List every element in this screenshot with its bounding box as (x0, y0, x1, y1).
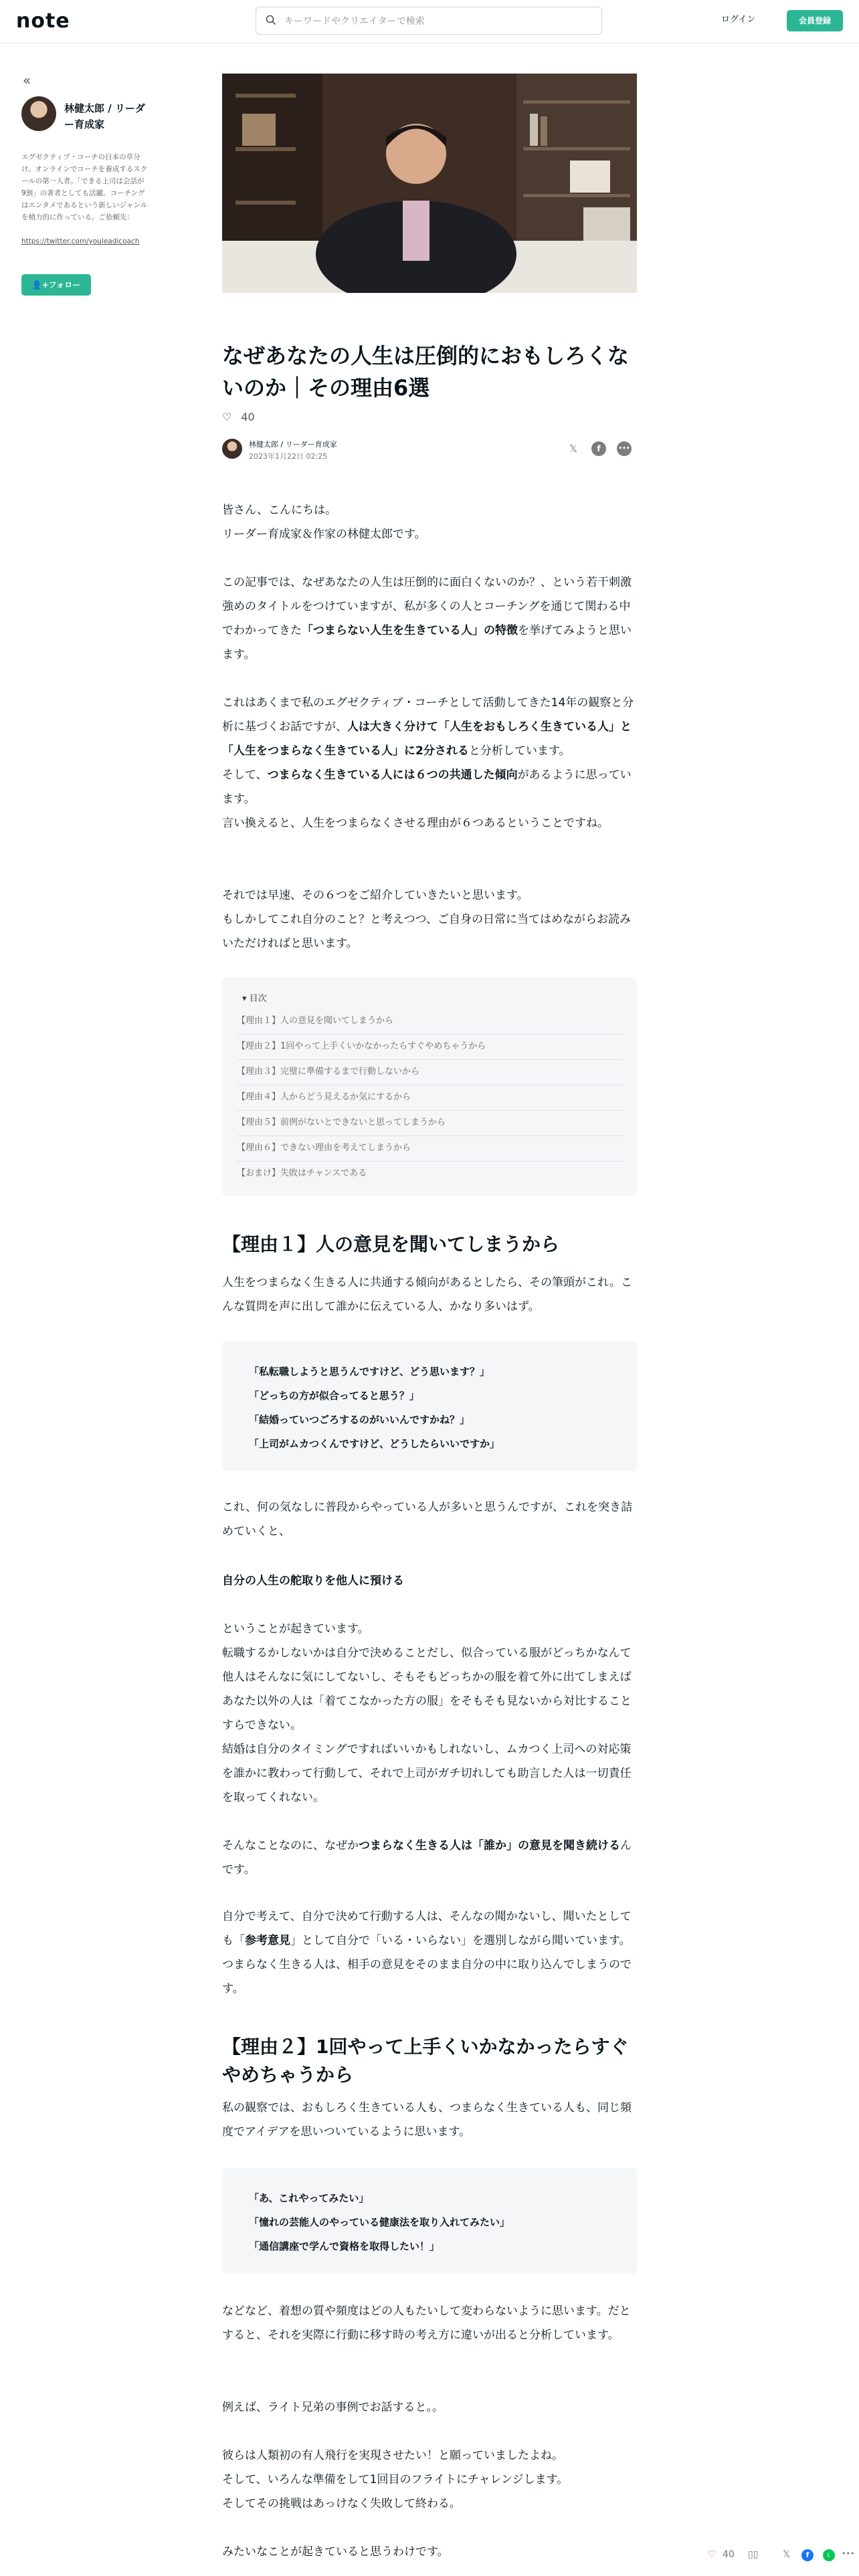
quote-line: 「憧れの芸能人のやっている健康法を取り入れてみたい」 (249, 2216, 510, 2228)
toc-item[interactable]: 【理由６】できない理由を考えてしまうから (237, 1136, 624, 1162)
quote-line: 「私転職しようと思うんですけど、どう思います？」 (249, 1366, 490, 1378)
signup-button[interactable]: 会員登録 (787, 10, 843, 31)
text-line: 結婚は自分のタイミングですればいいかもしれないし、ムカつく上司への対応策を誰かに教わって行動して、それで上司がガチ切れしても助言した人は一切責任を取ってくれない。 (222, 1743, 632, 1804)
intro-paragraph (222, 691, 637, 835)
section-paragraph: これ、何の気なしに普段からやっている人が多いと思うんですが、これを突き詰めていくと、 (222, 1501, 633, 1538)
note-logo[interactable]: note (16, 9, 70, 33)
text-run: を挙げてみようと思います。 (222, 624, 632, 661)
follow-label: フォロー (48, 280, 81, 290)
more-options-icon[interactable]: ••• (842, 2549, 855, 2558)
section-paragraph: 例えば、ライト兄弟の事例でお話すると。。 (222, 2401, 444, 2414)
quote-line: 「上司がムカつくんですけど、どうしたらいいですか」 (249, 1438, 500, 1450)
section-paragraph: みたいなことが起きていると思うわけです。 (222, 2545, 449, 2559)
login-link[interactable]: ログイン (721, 15, 756, 25)
article-like-count[interactable] (222, 411, 255, 423)
quote-line: 「どっちの方が似合ってると思う？」 (249, 1390, 419, 1402)
text-line: それでは早速、その６つをご紹介していきたいと思います。 (222, 889, 529, 902)
text-line: そして、いろんな準備をして1回目のフライトにチャレンジします。 (222, 2473, 569, 2486)
text-line: そしてその挑戦はあっけなく失敗して終わる。 (222, 2497, 461, 2510)
hero-image (222, 74, 637, 293)
search-input[interactable] (283, 13, 593, 30)
heart-icon[interactable]: ♡ (222, 411, 232, 423)
facebook-share-icon[interactable]: f (591, 441, 606, 456)
intro-paragraph (222, 570, 637, 667)
like-count: 40 (241, 411, 255, 423)
search-box[interactable] (256, 7, 602, 35)
text-line: もしかしてこれ自分のこと？と考えつつ、ご自身の日常に当てはめながらお読みいただければと思います。 (222, 913, 631, 950)
meta-author-avatar[interactable] (222, 439, 242, 459)
text-run: これはあくまで私のエグゼクティブ・コーチとして活動してきた14年の観察と分析に基づくお話ですが、 (222, 696, 634, 734)
section-paragraph (222, 1834, 637, 1882)
text-run: 言い換えると、人生をつまらなくさせる理由が６つあるということですね。 (222, 817, 609, 830)
follow-button[interactable] (21, 274, 91, 296)
x-share-icon[interactable]: 𝕏 (783, 2549, 791, 2560)
text-line: 彼らは人類初の有人飛行を実現させたい！と願っていましたよね。 (222, 2449, 563, 2462)
author-avatar[interactable] (21, 96, 56, 131)
facebook-share-icon[interactable]: f (801, 2549, 814, 2561)
toc-item[interactable]: 【理由３】完璧に準備するまで行動しないから (237, 1059, 624, 1085)
quote-line: 「通信講座で学んで資格を取得したい！」 (249, 2240, 440, 2252)
toc-item[interactable]: 【理由５】前例がないとできないと思ってしまうから (237, 1110, 624, 1136)
table-of-contents (222, 978, 637, 1196)
chevron-down-icon: ▾ (242, 994, 250, 1004)
text-line: ということが起きています。 (222, 1622, 369, 1636)
section-paragraph: 私の観察では、おもしろく生きている人も、つまらなく生きている人も、同じ頻度でアイデアを思いついているように思います。 (222, 2101, 632, 2139)
bold-text: つまらなく生きている人には６つの共通した傾向 (267, 768, 518, 782)
collapse-sidebar-icon[interactable]: « (23, 72, 31, 88)
text-run: 」として自分で「いる・いらない」を選別しながら聞いています。つまらなく生きる人は、相手の意見をそのまま自分の中に取り込んでしまうのです。 (222, 1934, 632, 1996)
toc-header[interactable] (242, 991, 267, 1004)
add-user-icon: 👤+ (31, 280, 49, 290)
toc-title: 目次 (249, 994, 267, 1004)
text-line: 皆さん、こんにちは。 (222, 504, 337, 517)
intro-paragraph (222, 498, 637, 546)
text-run: があるように思っています。 (222, 768, 632, 806)
quote-line: 「結婚っていつごろするのがいいんですかね？」 (249, 1414, 470, 1426)
line-share-icon[interactable]: L (823, 2549, 835, 2561)
text-run: んです。 (222, 1839, 632, 1876)
toc-item[interactable]: 【おまけ】失敗はチャンスである (237, 1168, 367, 1178)
search-icon (266, 15, 276, 25)
bottom-like-count: 40 (723, 2549, 735, 2560)
section-paragraph: などなど、着想の質や頻度はどの人もたいして変わらないように思います。だとすると、それを実際に行動に移す時の考え方に違いが出ると分析しています。 (222, 2304, 631, 2342)
magazine-icon[interactable]: ▯▯ (748, 2549, 759, 2560)
publish-date: 2023年1月22日 02:25 (249, 452, 328, 461)
author-name[interactable]: 林健太郎 / リーダー育成家 (64, 102, 145, 130)
bold-paragraph: 自分の人生の舵取りを他人に預ける (222, 1574, 404, 1588)
quote-block (222, 1341, 637, 1471)
bold-text: 参考意見 (245, 1934, 290, 1947)
article-title: なぜあなたの人生は圧倒的におもしろくないのか｜その理由6選 (222, 343, 630, 401)
text-run: 自分で考えて、自分で決めて行動する人は、そんなの聞かないし、聞いたとしても「 (222, 1910, 632, 1947)
text-line: リーダー育成家＆作家の林健太郎です。 (222, 528, 426, 541)
section-heading: 【理由１】人の意見を聞いてしまうから (222, 1233, 560, 1255)
quote-block (222, 2168, 637, 2274)
text-run: そして、 (222, 768, 268, 782)
heart-icon[interactable]: ♡ (708, 2549, 717, 2560)
more-share-icon[interactable]: ••• (617, 441, 632, 456)
text-run: この記事では、なぜあなたの人生は圧倒的に面白くないのか？、という若干刺激強めのタイトルをつけていますが、私が多くの人とコーチングを通じて関わる中でわかってきた (222, 576, 632, 637)
intro-paragraph (222, 883, 637, 956)
meta-author-name[interactable]: 林健太郎 / リーダー育成家 (249, 440, 337, 449)
author-bio: エグゼクティブ・コーチの日本の草分け。オンラインでコーチを養成するスクールの第一人者。「できる上司は会話が9割」の著者としても活躍。コーチングはエンタメであるという新しいジャンルを積力的に作っている。ご依頼先： (21, 153, 148, 221)
bold-text: つまらなく生きる人は「誰か」の意見を聞き続ける (359, 1839, 620, 1852)
text-run: と分析しています。 (468, 744, 571, 758)
section-heading: 【理由２】1回やって上手くいかなかったらすぐやめちゃうから (222, 2036, 629, 2086)
bold-text: 人は大きく分けて「人生をおもしろく生きている人」と「人生をつまらなく生きている人」に2分される (222, 720, 632, 758)
site-header (0, 0, 859, 43)
toc-item[interactable]: 【理由１】人の意見を聞いてしまうから (237, 1008, 624, 1035)
floating-action-bar (704, 2547, 859, 2567)
toc-item[interactable]: 【理由２】1回やって上手くいかなかったらすぐやめちゃうから (237, 1034, 624, 1060)
section-paragraph (222, 1905, 637, 2001)
text-run: そんなことなのに、なぜか (222, 1839, 359, 1852)
section-paragraph (222, 2444, 637, 2516)
section-paragraph (222, 1617, 637, 1810)
text-line: 転職するかしないかは自分で決めることだし、似合っている服がどっちかなんて他人はそんなに気にしてないし、そもそもどっちかの服を着て外に出てしまえばあなた以外の人は「着てこなかった方の服」をそもそも見ないから対比することすらできない。 (222, 1646, 632, 1732)
quote-line: 「あ、これやってみたい」 (249, 2192, 369, 2204)
author-bio-link[interactable]: https://twitter.com/youleadicoach (21, 237, 140, 245)
section-paragraph: 人生をつまらなく生きる人に共通する傾向があるとしたら、その筆頭がこれ。こんな質問を声に出して誰かに伝えている人、かなり多いはず。 (222, 1276, 633, 1313)
x-share-icon[interactable]: 𝕏 (569, 443, 578, 455)
toc-item[interactable]: 【理由４】人からどう見えるか気にするから (237, 1085, 624, 1111)
bold-text: 「つまらない人生を生きている人」の特徴 (302, 624, 518, 637)
